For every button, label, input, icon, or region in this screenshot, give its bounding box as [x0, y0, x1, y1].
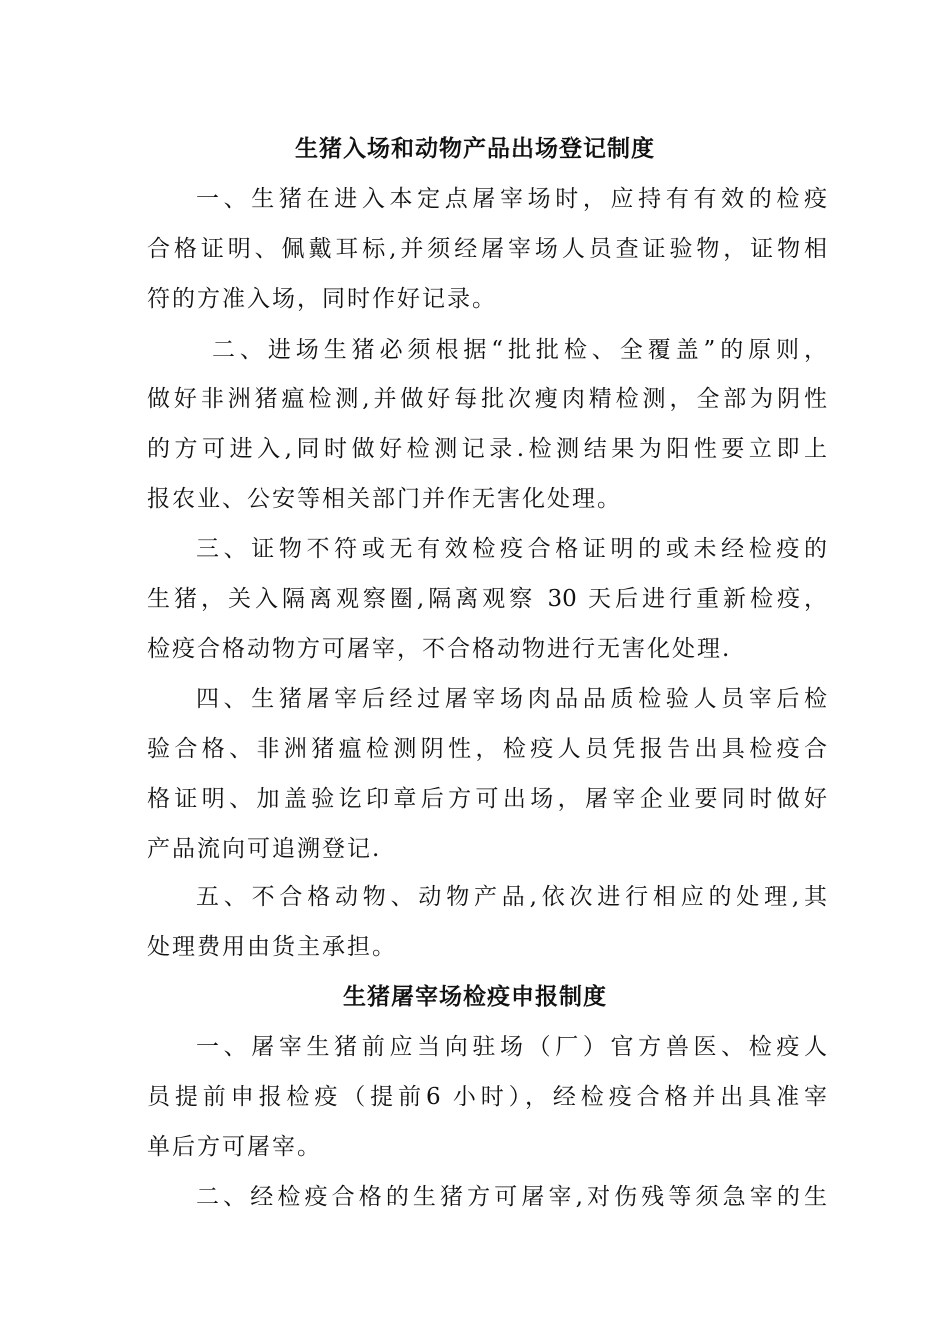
paragraph-line: 四、生猪屠宰后经过屠宰场肉品品质检验人员宰后检	[196, 686, 827, 712]
paragraph-line: 三、证物不符或无有效检疫合格证明的或未经检疫的	[196, 536, 827, 562]
paragraph-line: 处理费用由货主承担。	[147, 934, 397, 960]
paragraph-line: 一、屠宰生猪前应当向驻场（厂）官方兽医、检疫人	[196, 1034, 827, 1060]
paragraph-line: 产品流向可追溯登记.	[147, 836, 382, 862]
paragraph-line: 二、经检疫合格的生猪方可屠宰,对伤残等须急宰的生	[196, 1184, 827, 1210]
paragraph-line: 的方可进入,同时做好检测记录.检测结果为阳性要立即上	[147, 436, 827, 462]
paragraph-line: 符的方准入场，同时作好记录。	[147, 286, 497, 312]
paragraph-line: 员提前申报检疫（提前6 小时），经检疫合格并出具准宰	[147, 1084, 827, 1110]
paragraph-line: 生猪，关入隔离观察圈,隔离观察 30 天后进行重新检疫，	[147, 586, 827, 612]
section-title: 生猪屠宰场检疫申报制度	[343, 984, 607, 1010]
paragraph-line: 单后方可屠宰。	[147, 1134, 322, 1160]
paragraph-line: 格证明、加盖验讫印章后方可出场，屠宰企业要同时做好	[147, 786, 827, 812]
section-title: 生猪入场和动物产品出场登记制度	[295, 136, 655, 162]
paragraph-line: 验合格、非洲猪瘟检测阴性，检疫人员凭报告出具检疫合	[147, 736, 827, 762]
paragraph-line: 二、进场生猪必须根据“批批检、全覆盖”的原则，	[212, 337, 827, 363]
paragraph-line: 一、生猪在进入本定点屠宰场时，应持有有效的检疫	[196, 186, 827, 212]
paragraph-line: 五、不合格动物、动物产品,依次进行相应的处理,其	[196, 884, 827, 910]
paragraph-line: 做好非洲猪瘟检测,并做好每批次瘦肉精检测，全部为阴性	[147, 386, 827, 412]
paragraph-line: 报农业、公安等相关部门并作无害化处理。	[147, 486, 622, 512]
paragraph-line: 合格证明、佩戴耳标,并须经屠宰场人员查证验物，证物相	[147, 236, 827, 262]
paragraph-line: 检疫合格动物方可屠宰，不合格动物进行无害化处理.	[147, 636, 732, 662]
